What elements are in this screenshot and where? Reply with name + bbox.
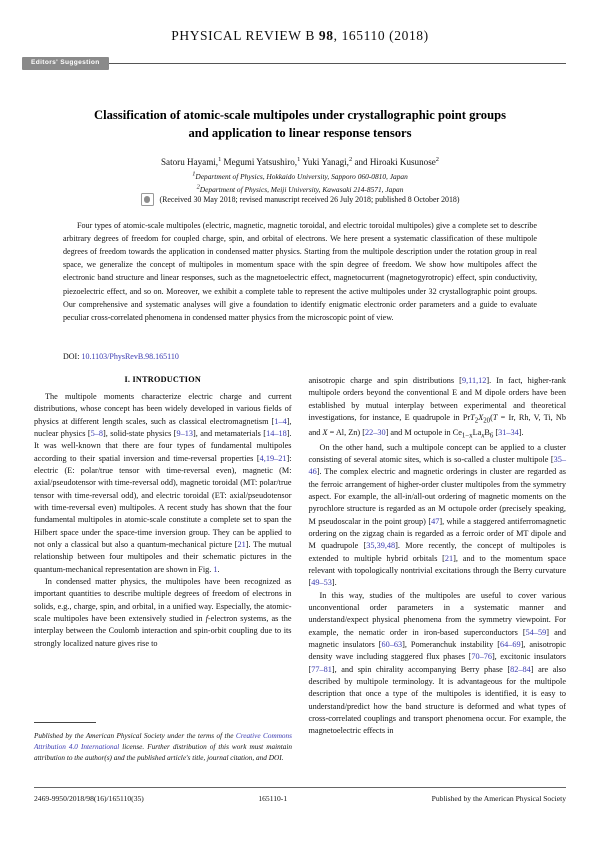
publication-dates-row	[48, 193, 552, 206]
citation-ref[interactable]: 4,19–21	[259, 453, 287, 463]
text-run: ].	[518, 427, 524, 437]
text-run: ]. In fact, higher-rank multipole orders beyond the conventional E and M dipole orders have been established by mutual interplay between experimental and theoretical investigations, for instance, E quadrupole in Pr	[308, 376, 566, 422]
footer-page-number: 165110-1	[258, 794, 288, 803]
section-heading-introduction: I. INTRODUCTION	[124, 375, 202, 384]
body-columns	[34, 375, 566, 775]
figure-ref[interactable]: 1	[213, 564, 218, 574]
formula-subscript: 1−x	[461, 432, 473, 440]
received-dates-text: (Received 30 May 2018; revised manuscript received 26 July 2018; published 8 October 2018)	[159, 195, 460, 204]
text-run: ]. The mutual relationship between four multipoles and their schematic pictures in the quantum-mechanical representation are shown in Fig.	[34, 539, 292, 574]
text-run: ]. It was well-known that there are four types of fundamental multipoles according to their spatial inversion and time-reversal properties [	[34, 428, 292, 463]
text-run: anisotropic charge and spin distributions [	[308, 376, 462, 385]
abstract	[63, 219, 537, 324]
doi-link[interactable]: 10.1103/PhysRevB.98.165110	[81, 352, 179, 361]
journal-volume: 98	[318, 28, 334, 43]
text-run: On the other hand, such a multipole concept can be applied to a cluster consisting of several atomic sites, which is so-called a cluster multipole [	[308, 442, 566, 465]
crossmark-icon-dot	[144, 196, 151, 203]
creative-commons-link[interactable]: Creative Commons Attribution 4.0 International	[34, 732, 292, 751]
page-footer	[34, 794, 566, 803]
formula-symbol: B	[484, 427, 490, 437]
citation-ref[interactable]: 21	[444, 553, 454, 563]
citation-ref[interactable]: 22–30	[364, 427, 386, 437]
text-run: ].	[331, 578, 337, 588]
license-footnote	[34, 731, 292, 764]
author-4: and Hiroaki Kusunose	[352, 156, 436, 167]
citation-ref[interactable]: 5–8	[90, 428, 104, 438]
paragraph-right-3	[309, 590, 567, 738]
text-run: Published by the American Physical Society under the terms of the	[34, 732, 236, 740]
text-run: [	[493, 427, 499, 437]
citation-ref[interactable]: 9,11,12	[461, 376, 487, 385]
text-run: ], excitonic insulators [	[308, 652, 566, 674]
affiliation-1	[48, 171, 552, 182]
text-run: .	[217, 564, 220, 574]
left-column	[34, 375, 292, 775]
citation-ref[interactable]: 35–46	[308, 455, 566, 477]
citation-ref[interactable]: 47	[431, 516, 440, 526]
text-run: -electron systems, as the interplay between the Coulomb interaction and spin-orbit coupling due to its strongly localized nature gives rise to	[34, 613, 292, 648]
text-run: ], nuclear physics [	[34, 416, 292, 438]
text-run: In condensed matter physics, the multipoles have been recognized as important quantities to describe multiple degrees of freedom of electrons in solids, e.g., charge, spin, and orbital, in a unified way. Especially, the atomic-scale multipoles have been extensively studied in	[34, 576, 292, 623]
header-divider	[34, 63, 566, 64]
footer-issn: 2469-9950/2018/98(16)/165110(35)	[34, 794, 144, 803]
formula-symbol: La	[472, 427, 482, 437]
paper-title-line-2: and application to linear response tensors	[188, 125, 412, 140]
author-1: Satoru Hayami,	[161, 156, 219, 167]
author-list	[48, 156, 552, 169]
formula-subscript: 2	[474, 417, 479, 425]
citation-ref[interactable]: 21	[237, 539, 246, 549]
footer-publisher: Published by the American Physical Society	[431, 794, 566, 803]
citation-ref[interactable]: 70–76	[471, 652, 492, 662]
text-run: ], and metamaterials [	[193, 428, 267, 438]
italic-symbol: f	[205, 613, 208, 623]
text-run: = Ir, Rh, V, Ti, Nb and	[308, 412, 566, 437]
citation-ref[interactable]: 82–84	[510, 664, 531, 674]
journal-title-line	[34, 28, 566, 44]
paragraph-right-1	[309, 375, 567, 442]
abstract-paragraph: Four types of atomic-scale multipoles (electric, magnetic, magnetic toroidal, and electric toroidal multipoles) give a complete set to describe arbitrary degrees of freedom for coupled charge, spin, and orbital of electrons. We here present a systematic classification of these multipole degrees of freedom towards the application in condensed matter physics. Starting from the multipole description under the rotation group in real space, we generalize the concept of multipoles in momentum space with the spin degree of freedom. We show how multipoles affect the electronic band structure and linear responses, such as the magnetoelectric effect, magnetocurrent (magnetogyrotropic) effect, spin conductivity, piezoelectric effect, and so on. Moreover, we exhibit a complete table to represent the active multipoles under 32 crystallographic point groups. Our comprehensive and systematic analyses will give a foundation to identify enigmatic electronic order parameters and a guide to evaluate peculiar cross-correlated phenomena in condensed matter physics from the microscopic point of view.	[63, 221, 537, 322]
paragraph-intro-1	[34, 391, 292, 576]
text-run: ], and spin chirality accompanying Berry phase [	[331, 664, 511, 674]
formula-symbol: T	[492, 412, 498, 422]
citation-ref[interactable]: 31–34	[498, 427, 519, 437]
affiliation-1-marker: 1	[192, 170, 196, 178]
citation-ref[interactable]: 35,39,48	[366, 541, 396, 551]
text-run: ], and to the momentum space relevant with topologically nontrivial excitations through the Berry curvature [	[308, 553, 566, 588]
citation-ref[interactable]: 64–69	[499, 640, 521, 650]
author-2: Megumi Yatsushiro,	[221, 156, 298, 167]
citation-ref[interactable]: 60–63	[381, 640, 403, 650]
footer-divider	[34, 787, 566, 788]
left-column-text	[34, 391, 292, 650]
paragraph-intro-2	[34, 576, 292, 650]
editors-suggestion-badge: Editors' Suggestion	[22, 57, 109, 70]
author-2-affil-marker: 1	[297, 155, 301, 163]
page-title	[48, 107, 552, 143]
formula-subscript: x	[481, 432, 485, 440]
doi-line	[63, 352, 179, 361]
text-run: In this way, studies of the multipoles are useful to cover various unconventional order parameters in a systematic manner and understand/expect physical phenomena from the symmetry viewpoint. For example, the nematic order in iron-based superconductors [	[308, 590, 566, 637]
journal-name: PHYSICAL REVIEW B	[171, 28, 319, 43]
text-run: ] and magnetic insulators [	[308, 627, 566, 650]
author-1-affil-marker: 1	[218, 155, 222, 163]
citation-ref[interactable]: 54–59	[525, 627, 547, 637]
journal-article-ref: , 165110 (2018)	[333, 28, 429, 43]
citation-ref[interactable]: 9–13	[176, 428, 194, 438]
text-run: ], while a staggered antiferromagnetic ordering on the zigzag chain is regarded as a ferroic order of MT dipole and M quadrupole [	[308, 516, 566, 551]
text-run: ]. The complex electric and magnetic orderings in cluster are regarded as the ferroic arrangement of higher-order cluster multipoles from the symmetry aspect. For example, the all-in/all-out ordering of magnetic moments on the pyrochlore structure is regarded as an M octupole order (precisely speaking, M pseudoscalar in the point group) [	[308, 467, 566, 526]
author-4-affil-marker: 2	[435, 155, 439, 163]
right-column	[309, 375, 567, 775]
formula-subscript: 20	[483, 417, 491, 425]
text-run: license. Further distribution of this work must maintain attribution to the author(s) and the published article's title, journal citation, and DOI.	[34, 742, 292, 762]
affiliation-2-marker: 2	[196, 183, 200, 191]
text-run: ] are also described by multipole terminology. It is advantageous for the multipole description that once a type of the multipoles is identified, it is easy to understand/predict how the band structure is deformed and what types of cross-correlated couplings and transport phenomena occur. For example, the magnetoelectric effects in	[308, 664, 566, 736]
text-run: ]: electric (E: polar/true tensor with time-reversal even), magnetic (M: axial/pseudotensor with time-reversal odd), magnetic toroidal (MT: polar/true tensor with time-reversal odd), and electric toroidal (ET: axial/pseudotensor with time-reversal even) multipoles. A recent study has shown that the four fundamental multipoles in atomic-scale constitute a complete set to span the Hilbert space under the space-time inversion group. They can be applied to not only a classical but also a quantum-mechanical picture [	[34, 453, 292, 549]
text-run: ], anisotropic density wave including staggered flux phases [	[308, 640, 566, 662]
text-run: (	[490, 412, 493, 422]
citation-ref[interactable]: 14–18	[266, 428, 287, 438]
text-run: = Al, Zn) [	[327, 427, 365, 437]
text-run: ] and M octupole in Ce	[385, 427, 462, 437]
text-run: ]. More recently, the concept of multipoles is extended to multiple hybrid orbitals [	[308, 541, 566, 563]
journal-header	[34, 28, 566, 44]
text-run: ], solid-state physics [	[103, 428, 177, 438]
affiliation-2-text: Department of Physics, Meiji University, Kawasaki 214-8571, Japan	[199, 185, 404, 195]
formula-subscript: 6	[489, 432, 494, 440]
footnote-divider	[34, 722, 96, 723]
author-3-affil-marker: 2	[348, 155, 353, 163]
paper-title-line-1: Classification of atomic-scale multipoles under crystallographic point groups	[94, 108, 506, 122]
paragraph-right-2	[309, 442, 567, 590]
text-run: ], Pomeranchuk instability [	[402, 640, 500, 650]
author-3: Yuki Yanagi,	[300, 156, 349, 167]
doi-label: DOI:	[63, 352, 82, 361]
citation-ref[interactable]: 49–53	[311, 578, 332, 588]
right-column-text	[309, 375, 567, 738]
crossmark-icon[interactable]	[141, 193, 154, 206]
text-run: The multipole moments characterize electric charge and current distributions, whose concept has been widely developed in various fields of physics at different length scales, such as classical electromagnetism [	[34, 392, 292, 426]
formula-symbol: X	[322, 427, 328, 437]
title-block	[48, 107, 552, 195]
formula-symbol: X	[478, 412, 484, 422]
formula-symbol: T	[470, 412, 475, 422]
citation-ref[interactable]: 1–4	[274, 416, 287, 426]
affiliation-1-text: Department of Physics, Hokkaido University, Sapporo 060-0810, Japan	[195, 171, 408, 181]
citation-ref[interactable]: 77–81	[311, 664, 332, 674]
